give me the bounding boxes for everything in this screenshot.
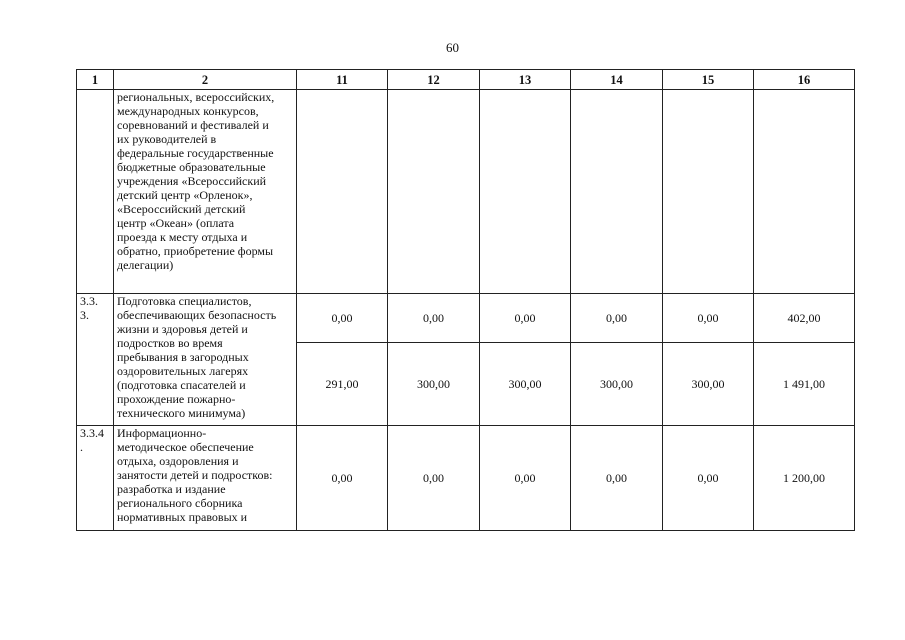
value-cell bbox=[388, 90, 480, 294]
value-cell bbox=[297, 90, 388, 294]
header-col-2: 2 bbox=[114, 70, 297, 90]
row-description: Информационно- методическое обеспечение отдыха, оздоровления и занятости детей и подростков: разработка и издание регионального сборника нормативных правовых и bbox=[114, 426, 297, 531]
value-cell: 0,00 bbox=[663, 426, 754, 531]
header-col-12: 12 bbox=[388, 70, 480, 90]
value-cell: 300,00 bbox=[663, 343, 754, 426]
row-description: региональных, всероссийских, международных конкурсов, соревнований и фестивалей и их руководителей в федеральные государственные бюджетные образовательные учреждения «Всероссийский детский центр «Орленок», «Всероссийский детский центр «Океан» (оплата проезда к месту отдыха и обратно, приобретение формы делегации) bbox=[114, 90, 297, 294]
value-cell: 300,00 bbox=[388, 343, 480, 426]
value-cell: 0,00 bbox=[571, 294, 663, 343]
value-cell: 0,00 bbox=[480, 426, 571, 531]
value-cell: 291,00 bbox=[297, 343, 388, 426]
value-cell: 0,00 bbox=[663, 294, 754, 343]
row-description: Подготовка специалистов, обеспечивающих безопасность жизни и здоровья детей и подростков во время пребывания в загородных оздоровительных лагерях (подготовка спасателей и прохождение пожарно- технического минимума) bbox=[114, 294, 297, 426]
row-number bbox=[77, 90, 114, 294]
budget-table bbox=[76, 69, 855, 531]
value-cell: 0,00 bbox=[297, 294, 388, 343]
value-cell: 402,00 bbox=[754, 294, 855, 343]
table-row bbox=[77, 426, 855, 531]
header-col-14: 14 bbox=[571, 70, 663, 90]
value-cell: 1 200,00 bbox=[754, 426, 855, 531]
header-col-16: 16 bbox=[754, 70, 855, 90]
table-row bbox=[77, 294, 855, 343]
table-row bbox=[77, 90, 855, 294]
page-number: 60 bbox=[446, 40, 459, 55]
value-cell: 0,00 bbox=[297, 426, 388, 531]
value-cell: 0,00 bbox=[571, 426, 663, 531]
value-cell: 0,00 bbox=[388, 294, 480, 343]
header-row bbox=[77, 70, 855, 90]
header-col-1: 1 bbox=[77, 70, 114, 90]
value-cell: 0,00 bbox=[480, 294, 571, 343]
value-cell bbox=[571, 90, 663, 294]
value-cell bbox=[663, 90, 754, 294]
value-cell: 1 491,00 bbox=[754, 343, 855, 426]
value-cell bbox=[480, 90, 571, 294]
value-cell bbox=[754, 90, 855, 294]
value-cell: 300,00 bbox=[480, 343, 571, 426]
header-col-15: 15 bbox=[663, 70, 754, 90]
value-cell: 300,00 bbox=[571, 343, 663, 426]
header-col-13: 13 bbox=[480, 70, 571, 90]
row-number: 3.3.4 . bbox=[77, 426, 114, 531]
header-col-11: 11 bbox=[297, 70, 388, 90]
row-number: 3.3. 3. bbox=[77, 294, 114, 426]
value-cell: 0,00 bbox=[388, 426, 480, 531]
